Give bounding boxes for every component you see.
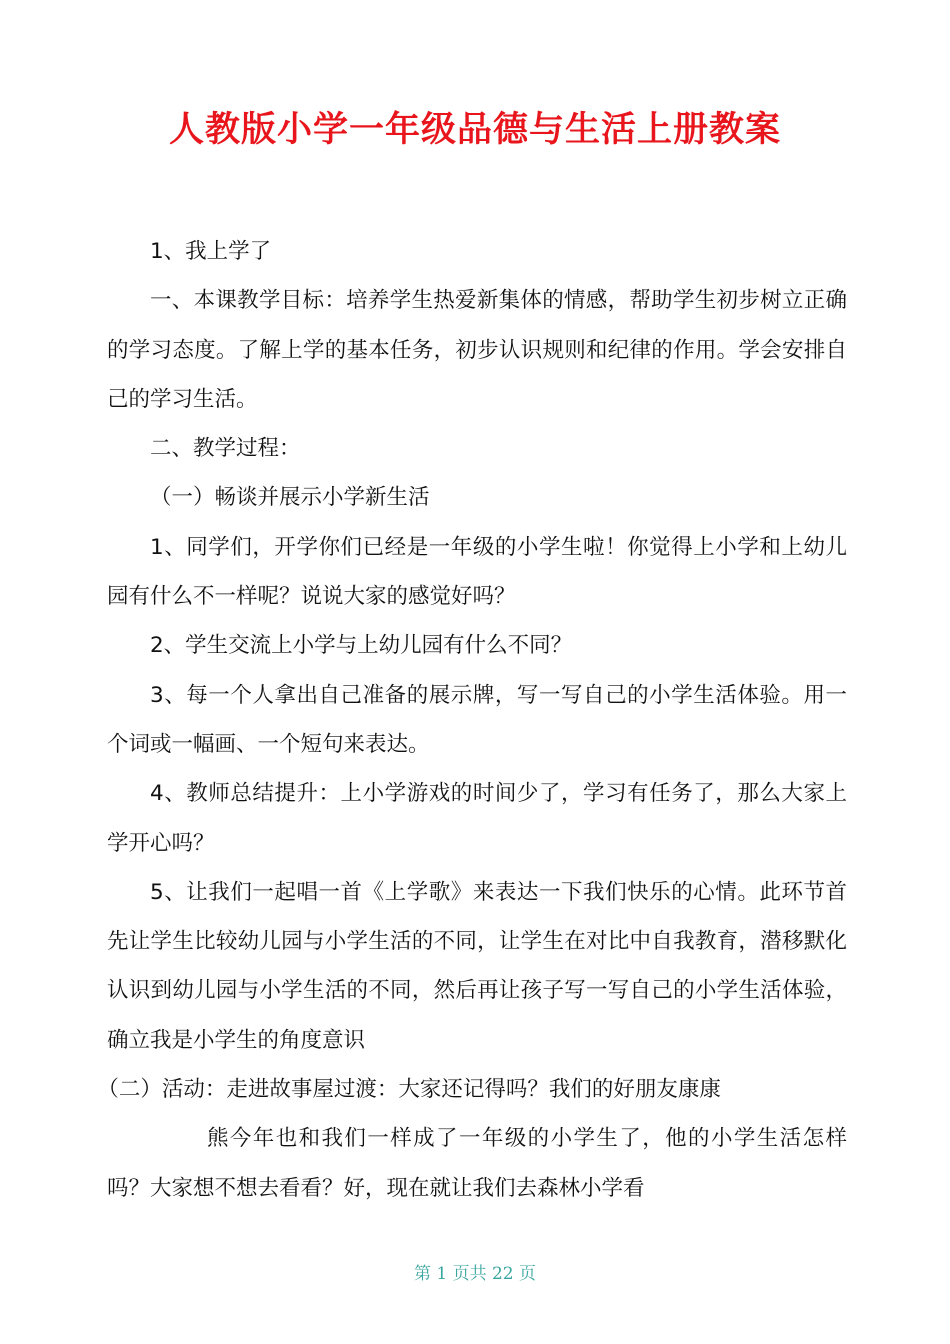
section-one-heading: （一）畅谈并展示小学新生活 xyxy=(150,485,430,511)
section-two-heading: （二）活动：走进故事屋过渡：大家还记得吗？我们的好朋友康康 xyxy=(97,1077,721,1103)
document-body xyxy=(97,227,847,1213)
step-3-paragraph: 3、每一个人拿出自己准备的展示牌，写一写自己的小学生活体验。用一个词或一幅画、一个短句来表达。 xyxy=(107,682,847,757)
lesson-heading: 1、我上学了 xyxy=(150,239,272,264)
step-2-paragraph: 2、学生交流上小学与上幼儿园有什么不同？ xyxy=(150,633,573,659)
step-1-paragraph: 1、同学们，开学你们已经是一年级的小学生啦！你觉得上小学和上幼儿园有什么不一样呢？说说大家的感觉好吗？ xyxy=(107,534,847,610)
teaching-process-heading: 二、教学过程： xyxy=(150,436,301,462)
step-4-paragraph: 4、教师总结提升：上小学游戏的时间少了，学习有任务了，那么大家上学开心吗？ xyxy=(107,781,847,856)
step-5-paragraph: 5、让我们一起唱一首《上学歌》来表达一下我们快乐的心情。此环节首先让学生比较幼儿园与小学生活的不同，让学生在对比中自我教育，潜移默化认识到幼儿园与小学生活的不同，然后再让孩子写一写自己的小学生活体验，确立我是小学生的角度意识 xyxy=(107,879,847,1053)
page-number-footer: 第 1 页共 22 页 xyxy=(413,1264,537,1284)
document-title: 人教版小学一年级品德与生活上册教案 xyxy=(168,110,781,150)
story-paragraph: 熊今年也和我们一样成了一年级的小学生了，他的小学生活怎样吗？大家想不想去看看？好，现在就让我们去森林小学看 xyxy=(107,1126,847,1201)
teaching-goals-paragraph: 一、本课教学目标：培养学生热爱新集体的情感，帮助学生初步树立正确的学习态度。了解上学的基本任务，初步认识规则和纪律的作用。学会安排自己的学习生活。 xyxy=(107,288,847,412)
